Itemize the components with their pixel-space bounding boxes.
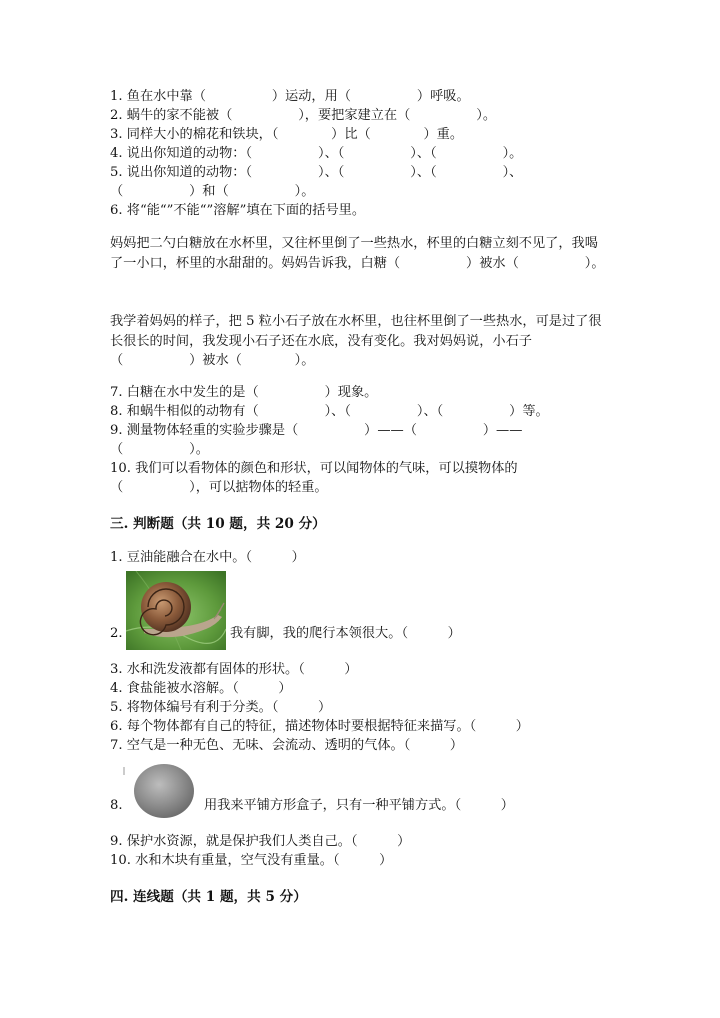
judge-question-5: 5. 将物体编号有利于分类。（ ）: [110, 700, 332, 715]
judge-question-1: 1. 豆油能融合在水中。（ ）: [110, 550, 305, 565]
question-2: 2. 蜗牛的家不能被（ ），要把家建立在（ ）。: [110, 108, 497, 123]
section-4-heading: 四. 连线题（共 1 题，共 5 分）: [110, 889, 307, 905]
question-9: 9. 测量物体轻重的实验步骤是（ ）——（ ）——: [110, 423, 523, 438]
question-10-continued: （ ），可以掂物体的轻重。: [110, 480, 328, 495]
judge-question-7: 7. 空气是一种无色、无味、会流动、透明的气体。（ ）: [110, 738, 464, 753]
judge-question-2: 我有脚，我的爬行本领很大。（ ）: [230, 626, 461, 641]
question-9-continued: （ ）。: [110, 442, 209, 457]
judge-question-8: 用我来平铺方形盒子，只有一种平铺方式。（ ）: [204, 798, 514, 813]
question-1: 1. 鱼在水中靠（ ）运动，用（ ）呼吸。: [110, 89, 470, 104]
snail-photo: [126, 571, 226, 650]
question-6: 6. 将“能“”不能“”溶解”填在下面的括号里。: [110, 203, 366, 218]
question-7: 7. 白糖在水中发生的是（ ）现象。: [110, 385, 378, 400]
judge-question-6: 6. 每个物体都有自己的特征，描述物体时要根据特征来描写。（ ）: [110, 719, 529, 734]
judge-question-3: 3. 水和洗发液都有固体的形状。（ ）: [110, 662, 358, 677]
judge-question-2-number: 2.: [110, 626, 123, 641]
question-5-continued: （ ）和（ ）。: [110, 184, 315, 199]
story-paragraph-stones: 我学着妈妈的样子，把 5 粒小石子放在水杯里，也往杯里倒了一些热水，可是过了很长很长的时间，我发现小石子还在水底，没有变化。我对妈妈说，小石子（ ）被水（ ）。: [110, 314, 602, 368]
judge-question-8-number: 8.: [110, 798, 123, 813]
question-4: 4. 说出你知道的动物：（ ）、（ ）、（ ）。: [110, 146, 523, 161]
question-5: 5. 说出你知道的动物：（ ）、（ ）、（ ）、: [110, 165, 523, 180]
gray-ball-image: [122, 763, 194, 819]
judge-question-10: 10. 水和木块有重量，空气没有重量。（ ）: [110, 853, 393, 868]
judge-question-4: 4. 食盐能被水溶解。（ ）: [110, 681, 292, 696]
question-8: 8. 和蜗牛相似的动物有（ ）、（ ）、（ ）等。: [110, 404, 549, 419]
judge-question-9: 9. 保护水资源，就是保护我们人类自己。（ ）: [110, 834, 411, 849]
question-3: 3. 同样大小的棉花和铁块，（ ）比（ ）重。: [110, 127, 464, 142]
question-10: 10. 我们可以看物体的颜色和形状，可以闻物体的气味，可以摸物体的: [110, 461, 518, 476]
story-paragraph-sugar: 妈妈把二勺白糖放在水杯里，又往杯里倒了一些热水，杯里的白糖立刻不见了，我喝了一小口，杯里的水甜甜的。妈妈告诉我，白糖（ ）被水（ ）。: [110, 236, 605, 271]
section-3-heading: 三. 判断题（共 10 题，共 20 分）: [110, 516, 326, 532]
